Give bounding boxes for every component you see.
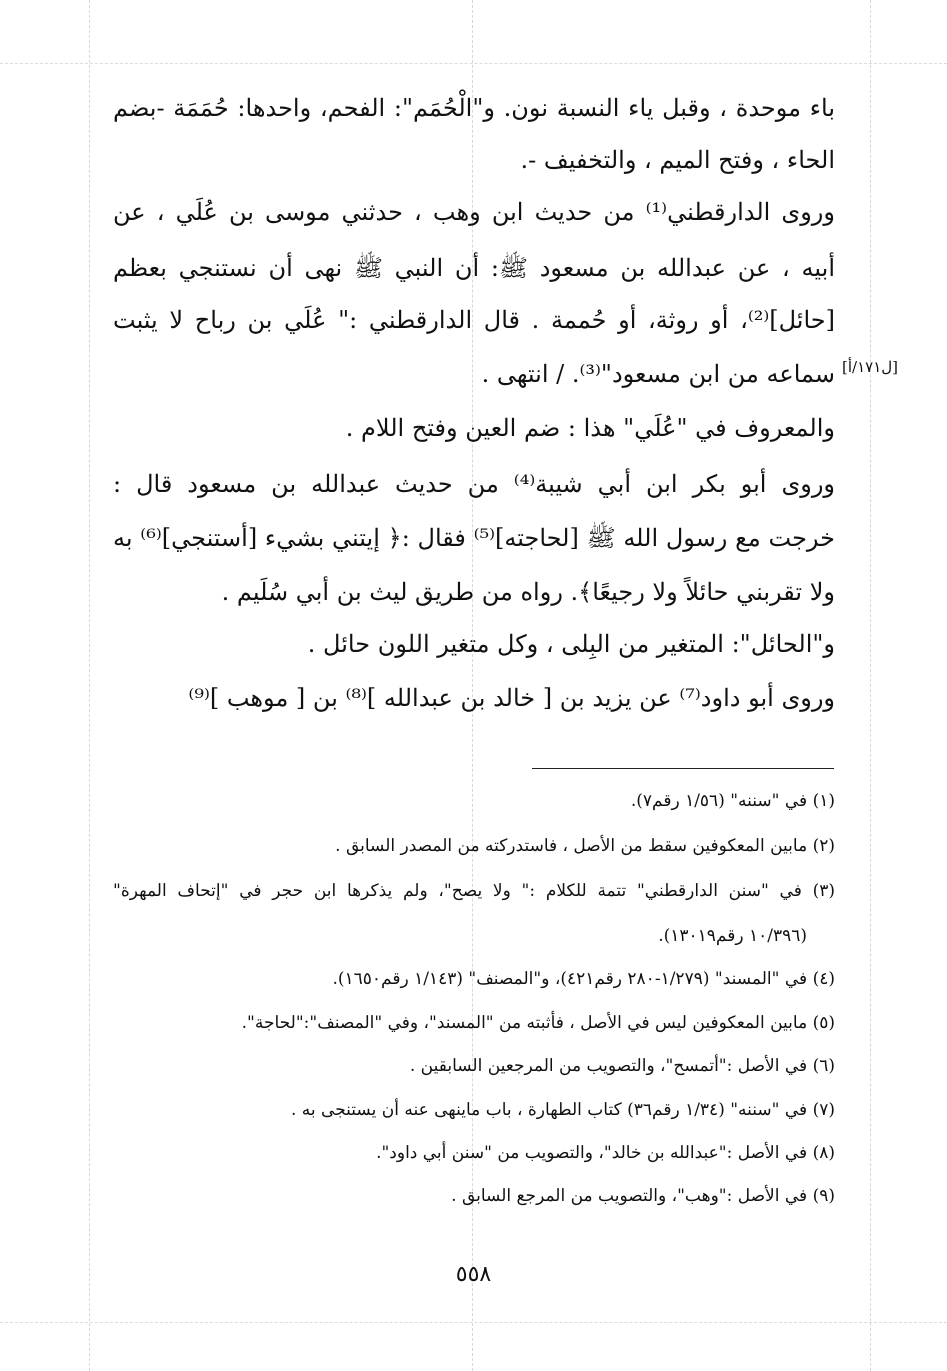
body-line: ولا تقربني حائلاً ولا رجيعًا﴾. رواه من طريق ليث بن أبي سُلَيم .	[221, 578, 835, 606]
footnote-continuation: (١٠/٣٩٦ رقم١٣٠١٩).	[658, 926, 807, 946]
footnote: (٦) في الأصل :"أتمسح"، والتصويب من المرجعين السابقين .	[409, 1056, 835, 1076]
footnote: (١) في "سننه" (١/٥٦ رقم٧).	[630, 791, 835, 811]
body-line: باء موحدة ، وقبل ياء النسبة نون. و"الْحُمَم": الفحم، واحدها: حُمَمَة -بضم	[113, 94, 835, 122]
body-line: سماعه من ابن مسعود"⁽³⁾. / انتهى .	[481, 360, 835, 388]
guide-line	[89, 0, 90, 1371]
body-line: وروى الدارقطني⁽¹⁾ من حديث ابن وهب ، حدثني موسى بن عُلَي ، عن	[113, 198, 835, 226]
body-line: [حائل]⁽²⁾، أو روثة، أو حُممة . قال الدارقطني :" عُلَي بن رباح لا يثبت	[113, 306, 835, 334]
body-line: خرجت مع رسول الله ﷺ [لحاجته]⁽⁵⁾ فقال :﴿ إيتني بشيء [أستنجي]⁽⁶⁾ به	[113, 524, 835, 552]
footnote: (٥) مابين المعكوفين ليس في الأصل ، فأثبته من "المسند"، وفي "المصنف":"لحاجة".	[241, 1013, 835, 1033]
body-line: وروى أبو داود⁽⁷⁾ عن يزيد بن [ خالد بن عبدالله ]⁽⁸⁾ بن [ موهب ]⁽⁹⁾	[188, 684, 835, 712]
guide-line	[870, 0, 871, 1371]
footnote: (٧) في "سننه" (١/٣٤ رقم٣٦) كتاب الطهارة ، باب ماينهى عنه أن يستنجى به .	[290, 1100, 835, 1120]
guide-line	[0, 1322, 947, 1323]
page-number: ٥٥٨	[455, 1262, 492, 1287]
guide-line	[0, 63, 947, 64]
body-line: أبيه ، عن عبدالله بن مسعود ﷺ: أن النبي ﷺ نهى أن نستنجي بعظم	[113, 254, 835, 282]
footnote: (٢) مابين المعكوفين سقط من الأصل ، فاستدركته من المصدر السابق .	[335, 836, 835, 856]
footnote: (٤) في "المسند" (١/٢٧٩-٢٨٠ رقم٤٢١)، و"المصنف" (١/١٤٣ رقم١٦٥٠).	[332, 969, 835, 989]
body-line: والمعروف في "عُلَي" هذا : ضم العين وفتح اللام .	[345, 414, 835, 442]
footnote-separator	[532, 768, 834, 769]
marginal-folio-note: [ل١٧١/أ]	[842, 358, 899, 376]
footnote: (٣) في "سنن الدارقطني" تتمة للكلام :" ولا يصح"، ولم يذكرها ابن حجر في "إتحاف المهرة"	[113, 881, 835, 901]
body-line: وروى أبو بكر ابن أبي شيبة⁽⁴⁾ من حديث عبدالله بن مسعود قال :	[113, 470, 835, 498]
body-line: الحاء ، وفتح الميم ، والتخفيف -.	[520, 146, 835, 174]
footnote: (٨) في الأصل :"عبدالله بن خالد"، والتصويب من "سنن أبي داود".	[376, 1143, 835, 1163]
footnote: (٩) في الأصل :"وهب"، والتصويب من المرجع السابق .	[451, 1186, 835, 1206]
body-line: و"الحائل": المتغير من البِلى ، وكل متغير اللون حائل .	[307, 630, 835, 658]
